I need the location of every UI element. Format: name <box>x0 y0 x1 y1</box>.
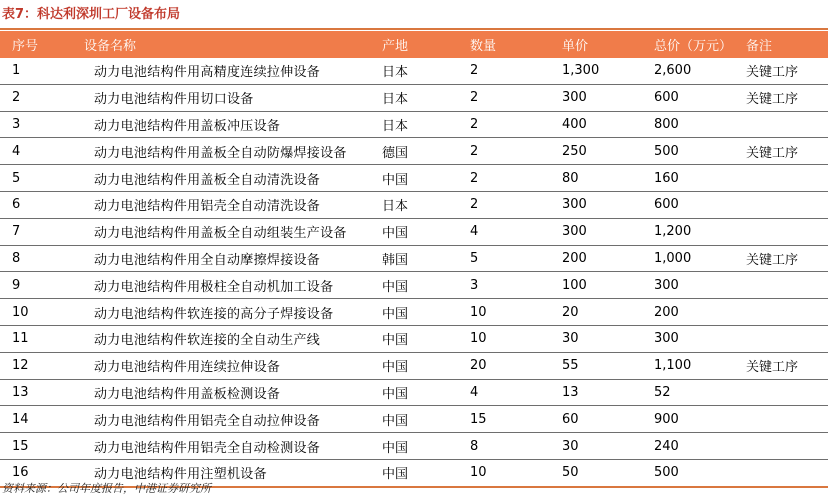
cell-origin: 中国 <box>370 299 458 326</box>
cell-index: 16 <box>0 459 72 486</box>
cell-equipment-name: 动力电池结构件用连续拉伸设备 <box>72 352 370 379</box>
cell-unit-price: 30 <box>550 433 642 460</box>
cell-origin: 中国 <box>370 406 458 433</box>
cell-origin: 日本 <box>370 84 458 111</box>
cell-unit-price: 80 <box>550 165 642 192</box>
cell-origin: 日本 <box>370 58 458 84</box>
cell-remark <box>734 406 828 433</box>
cell-quantity: 2 <box>458 165 550 192</box>
top-rule <box>0 28 828 30</box>
cell-equipment-name: 动力电池结构件用盖板检测设备 <box>72 379 370 406</box>
cell-total-price: 600 <box>642 191 734 218</box>
table-row <box>0 325 828 352</box>
cell-index: 1 <box>0 58 72 84</box>
table-row <box>0 138 828 165</box>
cell-origin: 日本 <box>370 191 458 218</box>
cell-equipment-name: 动力电池结构件用铝壳全自动清洗设备 <box>72 191 370 218</box>
cell-total-price: 900 <box>642 406 734 433</box>
cell-origin: 日本 <box>370 111 458 138</box>
cell-equipment-name: 动力电池结构件用高精度连续拉伸设备 <box>72 58 370 84</box>
cell-total-price: 240 <box>642 433 734 460</box>
cell-remark <box>734 272 828 299</box>
cell-quantity: 5 <box>458 245 550 272</box>
cell-index: 5 <box>0 165 72 192</box>
cell-origin: 韩国 <box>370 245 458 272</box>
cell-origin: 中国 <box>370 459 458 486</box>
header-remark: 备注 <box>734 31 828 58</box>
cell-remark <box>734 111 828 138</box>
cell-remark <box>734 191 828 218</box>
cell-remark: 关键工序 <box>734 84 828 111</box>
cell-total-price: 500 <box>642 459 734 486</box>
table-row <box>0 218 828 245</box>
cell-index: 9 <box>0 272 72 299</box>
cell-quantity: 2 <box>458 84 550 111</box>
header-total-price: 总价（万元） <box>642 31 734 58</box>
cell-equipment-name: 动力电池结构件用注塑机设备 <box>72 459 370 486</box>
cell-origin: 德国 <box>370 138 458 165</box>
cell-total-price: 1,000 <box>642 245 734 272</box>
cell-remark: 关键工序 <box>734 352 828 379</box>
cell-origin: 中国 <box>370 272 458 299</box>
cell-equipment-name: 动力电池结构件用极柱全自动机加工设备 <box>72 272 370 299</box>
cell-total-price: 200 <box>642 299 734 326</box>
cell-quantity: 4 <box>458 379 550 406</box>
cell-unit-price: 200 <box>550 245 642 272</box>
cell-unit-price: 20 <box>550 299 642 326</box>
header-row <box>0 31 828 58</box>
table-row <box>0 379 828 406</box>
cell-quantity: 10 <box>458 325 550 352</box>
cell-equipment-name: 动力电池结构件用铝壳全自动检测设备 <box>72 433 370 460</box>
cell-equipment-name: 动力电池结构件用切口设备 <box>72 84 370 111</box>
header-equipment-name: 设备名称 <box>72 31 370 58</box>
cell-index: 6 <box>0 191 72 218</box>
cell-equipment-name: 动力电池结构件用盖板全自动防爆焊接设备 <box>72 138 370 165</box>
cell-total-price: 52 <box>642 379 734 406</box>
cell-origin: 中国 <box>370 325 458 352</box>
cell-origin: 中国 <box>370 165 458 192</box>
cell-remark: 关键工序 <box>734 245 828 272</box>
table-row <box>0 191 828 218</box>
cell-remark <box>734 299 828 326</box>
header-unit-price: 单价 <box>550 31 642 58</box>
cell-origin: 中国 <box>370 433 458 460</box>
cell-unit-price: 30 <box>550 325 642 352</box>
cell-remark <box>734 379 828 406</box>
cell-total-price: 500 <box>642 138 734 165</box>
cell-index: 4 <box>0 138 72 165</box>
header-quantity: 数量 <box>458 31 550 58</box>
cell-quantity: 8 <box>458 433 550 460</box>
cell-quantity: 2 <box>458 191 550 218</box>
cell-unit-price: 250 <box>550 138 642 165</box>
cell-remark: 关键工序 <box>734 138 828 165</box>
cell-unit-price: 100 <box>550 272 642 299</box>
cell-origin: 中国 <box>370 379 458 406</box>
cell-unit-price: 60 <box>550 406 642 433</box>
cell-unit-price: 400 <box>550 111 642 138</box>
cell-index: 11 <box>0 325 72 352</box>
cell-total-price: 160 <box>642 165 734 192</box>
cell-quantity: 2 <box>458 58 550 84</box>
cell-index: 10 <box>0 299 72 326</box>
cell-index: 15 <box>0 433 72 460</box>
cell-remark <box>734 165 828 192</box>
table-row <box>0 111 828 138</box>
cell-quantity: 15 <box>458 406 550 433</box>
table-row <box>0 433 828 460</box>
cell-quantity: 2 <box>458 111 550 138</box>
cell-equipment-name: 动力电池结构件用全自动摩擦焊接设备 <box>72 245 370 272</box>
cell-total-price: 1,200 <box>642 218 734 245</box>
table-title: 表7：科达利深圳工厂设备布局 <box>2 7 181 22</box>
cell-unit-price: 300 <box>550 84 642 111</box>
cell-unit-price: 1,300 <box>550 58 642 84</box>
cell-total-price: 2,600 <box>642 58 734 84</box>
cell-remark: 关键工序 <box>734 58 828 84</box>
cell-index: 13 <box>0 379 72 406</box>
equipment-table <box>0 31 828 488</box>
table-row <box>0 352 828 379</box>
cell-quantity: 3 <box>458 272 550 299</box>
cell-unit-price: 13 <box>550 379 642 406</box>
cell-quantity: 20 <box>458 352 550 379</box>
cell-equipment-name: 动力电池结构件用盖板全自动清洗设备 <box>72 165 370 192</box>
table-row <box>0 406 828 433</box>
cell-quantity: 4 <box>458 218 550 245</box>
table-row <box>0 299 828 326</box>
cell-remark <box>734 433 828 460</box>
cell-unit-price: 55 <box>550 352 642 379</box>
cell-remark <box>734 459 828 486</box>
cell-quantity: 10 <box>458 459 550 486</box>
cell-total-price: 1,100 <box>642 352 734 379</box>
cell-quantity: 2 <box>458 138 550 165</box>
cell-total-price: 300 <box>642 272 734 299</box>
cell-equipment-name: 动力电池结构件软连接的全自动生产线 <box>72 325 370 352</box>
table-row <box>0 245 828 272</box>
cell-quantity: 10 <box>458 299 550 326</box>
cell-unit-price: 300 <box>550 218 642 245</box>
table-row <box>0 165 828 192</box>
table-row <box>0 84 828 111</box>
cell-total-price: 800 <box>642 111 734 138</box>
cell-index: 7 <box>0 218 72 245</box>
cell-equipment-name: 动力电池结构件用盖板全自动组装生产设备 <box>72 218 370 245</box>
cell-origin: 中国 <box>370 352 458 379</box>
cell-index: 14 <box>0 406 72 433</box>
header-origin: 产地 <box>370 31 458 58</box>
cell-equipment-name: 动力电池结构件软连接的高分子焊接设备 <box>72 299 370 326</box>
header-index: 序号 <box>0 31 72 58</box>
cell-index: 2 <box>0 84 72 111</box>
cell-total-price: 600 <box>642 84 734 111</box>
cell-equipment-name: 动力电池结构件用盖板冲压设备 <box>72 111 370 138</box>
cell-unit-price: 300 <box>550 191 642 218</box>
cell-equipment-name: 动力电池结构件用铝壳全自动拉伸设备 <box>72 406 370 433</box>
table-row <box>0 272 828 299</box>
cell-index: 12 <box>0 352 72 379</box>
cell-unit-price: 50 <box>550 459 642 486</box>
table-row <box>0 58 828 84</box>
cell-remark <box>734 325 828 352</box>
cell-total-price: 300 <box>642 325 734 352</box>
cell-index: 8 <box>0 245 72 272</box>
cell-origin: 中国 <box>370 218 458 245</box>
cell-index: 3 <box>0 111 72 138</box>
cell-remark <box>734 218 828 245</box>
source-note: 资料来源：公司年度报告，中港证券研究所 <box>2 482 211 495</box>
